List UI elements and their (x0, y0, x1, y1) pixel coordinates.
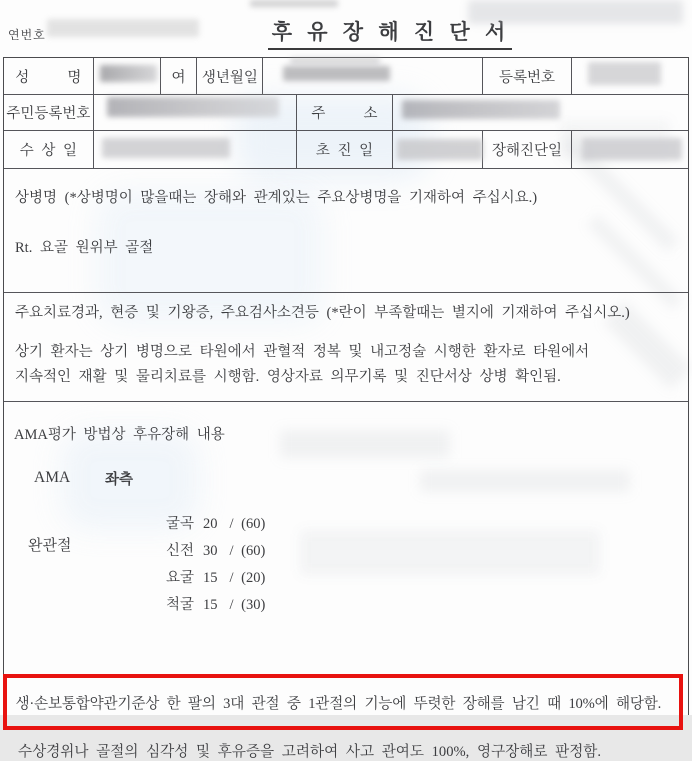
ama-measurement-row (105, 576, 265, 631)
redacted-address-value (402, 100, 560, 119)
motion-label: 굴곡 (166, 516, 195, 532)
ama-side-label: 좌측 (105, 472, 134, 488)
treatment-line-1: 상기 환자는 상기 병명으로 타원에서 관혈적 정복 및 내고정술 시행한 환자로 타원에서 (15, 344, 590, 360)
ama-joint-label: 완관절 (28, 538, 72, 554)
serial-number-label: 연번호 (8, 28, 46, 42)
highlight-annotation-box (3, 674, 683, 730)
redacted-top-center-mark (250, 0, 338, 7)
redacted-injury-date-value (102, 138, 230, 158)
redacted-top-right-mark (468, 0, 683, 24)
final-judgment-text: 수상경위나 골절의 심각성 및 후유증을 고려하여 사고 관여도 100%, 영구장해로 판정함. (18, 744, 602, 760)
treatment-heading: 주요치료경과, 현증 및 기왕증, 주요검사소견등 (*란이 부족할때는 별지에 기재하여 주십시오.) (15, 305, 630, 321)
disability-diagnosis-date-label: 장해진단일 (483, 131, 573, 168)
redacted-birthdate-value-top (290, 58, 380, 64)
ama-scale-label: AMA (34, 469, 71, 486)
redacted-first-exam-date-value (397, 139, 483, 160)
motion-value: 15 (203, 570, 218, 586)
first-exam-date-label: 초 진 일 (297, 131, 393, 168)
gender-value: 여 (161, 58, 198, 94)
redacted-registration-number-value (588, 62, 661, 85)
name-label: 성 명 (4, 58, 94, 94)
address-label: 주 소 (297, 95, 393, 130)
redacted-birthdate-value (283, 66, 390, 81)
motion-label: 요굴 (166, 570, 195, 586)
resident-id-label: 주민등록번호 (4, 95, 94, 130)
motion-label: 신전 (166, 543, 195, 559)
diagnosis-content: Rt. 요골 원위부 골절 (15, 240, 154, 256)
motion-value: 15 (203, 597, 218, 613)
redacted-resident-id-value (107, 97, 279, 117)
treatment-section (4, 293, 688, 402)
motion-normal-range: / (60) (229, 543, 266, 559)
diagnosis-section (4, 169, 688, 293)
treatment-line-2: 지속적인 재활 및 물리치료를 시행함. 영상자료 의무기록 및 진단서상 상병 확인됨. (15, 369, 561, 385)
redacted-name-value (100, 65, 157, 82)
motion-value: 30 (203, 543, 218, 559)
motion-normal-range: / (20) (229, 570, 266, 586)
motion-normal-range: / (60) (229, 516, 266, 532)
motion-label: 척굴 (166, 597, 195, 613)
document-title: 후 유 장 해 진 단 서 (268, 16, 513, 50)
conclusion-highlight-text: 생·손보통합약관기준상 한 팔의 3대 관절 중 1관절의 기능에 뚜렷한 장해를 남긴 때 10%에 해당함. (15, 695, 662, 712)
injury-date-label: 수 상 일 (4, 131, 94, 168)
birthdate-label: 생년월일 (197, 58, 263, 94)
diagnosis-heading: 상병명 (*상병명이 많을때는 장해와 관계있는 주요상병명을 기재하여 주십시요.) (15, 190, 538, 206)
ama-heading: AMA평가 방법상 후유장해 내용 (14, 427, 225, 443)
motion-normal-range: / (30) (229, 597, 266, 613)
redacted-disability-diagnosis-date-value (582, 138, 682, 160)
ama-section (4, 402, 688, 760)
motion-value: 20 (203, 516, 218, 532)
registration-number-label: 등록번호 (483, 58, 573, 94)
